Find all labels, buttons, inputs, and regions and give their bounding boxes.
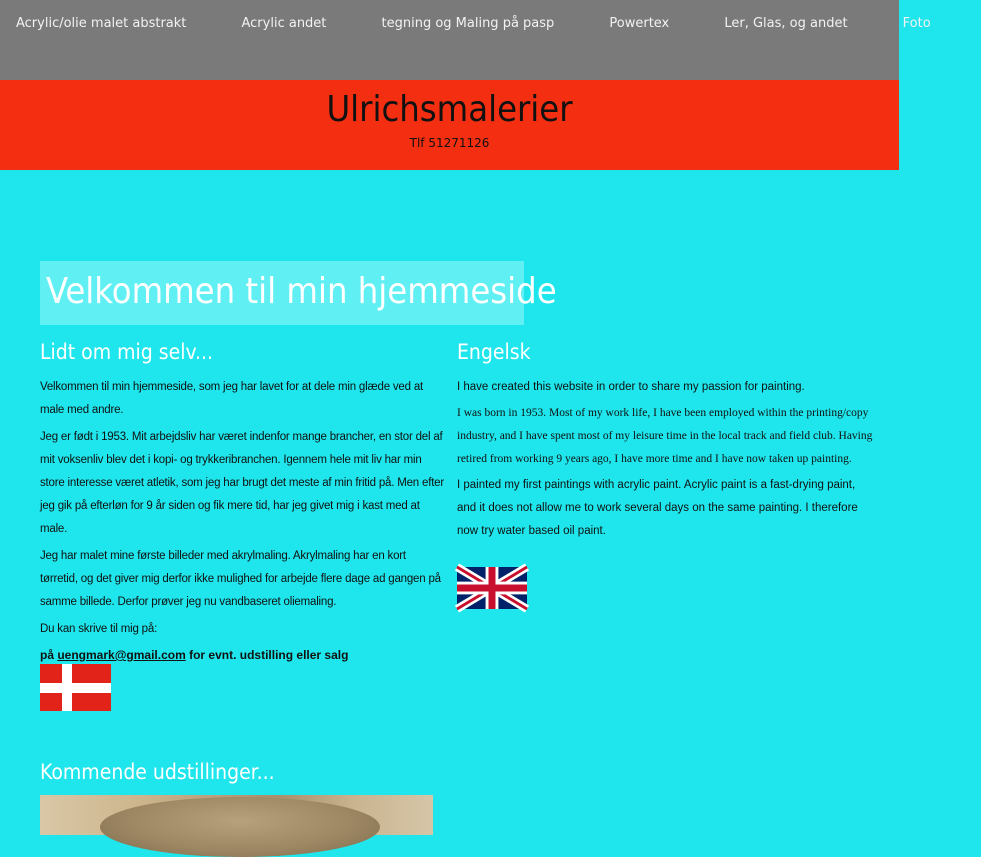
nav-item-acrylic-andet[interactable]: Acrylic andet bbox=[241, 16, 327, 31]
nav-item-acrylic-olie-abstrakt[interactable]: Acrylic/olie malet abstrakt bbox=[16, 16, 187, 31]
about-danish-paragraph: Jeg har malet mine første billeder med akrylmaling. Akrylmaling har en kort tørretid, og det giver mig derfor ikke mulighed for arbejde flere dage ad gangen på samme billede. Derfor prøver jeg nu vandbaseret oliemaling. bbox=[40, 550, 441, 608]
about-danish-paragraph: Velkommen til min hjemmeside, som jeg har lavet for at dele min glæde ved at male med andre. bbox=[40, 381, 424, 416]
uk-flag-icon bbox=[457, 567, 527, 609]
about-english-paragraph: I was born in 1953. Most of my work life, I have been employed within the printing/copy industry, and I have spent most of my leisure time in the local track and field club. Having retired from working 9 years ago, I have more time and I have now taken up painting. bbox=[457, 407, 873, 465]
about-english-heading: Engelsk bbox=[457, 340, 531, 364]
nav-item-tegning-og-maling[interactable]: tegning og Maling på pasp bbox=[381, 16, 555, 31]
nav-item-foto[interactable]: Foto bbox=[902, 16, 931, 31]
about-english-section bbox=[457, 340, 877, 546]
about-english-paragraph: I have created this website in order to share my passion for painting. bbox=[457, 381, 805, 393]
about-danish-section bbox=[40, 340, 444, 665]
nav-item-ler-glas-andet[interactable]: Ler, Glas, og andet bbox=[724, 16, 848, 31]
welcome-heading: Velkommen til min hjemmeside bbox=[46, 271, 557, 312]
about-danish-paragraph: Jeg er født i 1953. Mit arbejdsliv har været indenfor mange brancher, en stor del af mit voksenliv blev det i kopi- og trykkeribranchen. Igennem hele mit liv har min store interesse været atletik, som jeg har brugt det meste af min fritid på. Men efter jeg gik på efterløn for 9 år siden og fik mere tid, har jeg givet mig i kast med at male. bbox=[40, 431, 445, 535]
upcoming-exhibitions-section bbox=[40, 760, 275, 796]
email-link[interactable]: uengmark@gmail.com bbox=[57, 648, 186, 662]
contact-prefix: på bbox=[40, 648, 58, 662]
about-danish-heading: Lidt om mig selv... bbox=[40, 340, 214, 364]
site-header bbox=[0, 80, 899, 170]
contact-suffix: for evnt. udstilling eller salg bbox=[185, 648, 349, 662]
about-english-paragraph: I painted my first paintings with acrylic paint. Acrylic paint is a fast-drying paint, and it does not allow me to work several days on the same painting. I therefore now try water based oil paint. bbox=[457, 479, 858, 537]
phone-number: Tlf 51271126 bbox=[409, 136, 490, 150]
exhibition-photo[interactable] bbox=[40, 795, 433, 835]
danish-flag-icon bbox=[40, 664, 111, 711]
about-danish-paragraph: Du kan skrive til mig på: bbox=[40, 623, 158, 635]
upcoming-exhibitions-heading: Kommende udstillinger... bbox=[40, 760, 275, 784]
contact-line bbox=[40, 645, 444, 665]
nav-item-powertex[interactable]: Powertex bbox=[609, 16, 670, 31]
site-title[interactable]: Ulrichsmalerier bbox=[326, 89, 573, 130]
top-navigation bbox=[0, 0, 931, 80]
welcome-box bbox=[40, 261, 557, 325]
